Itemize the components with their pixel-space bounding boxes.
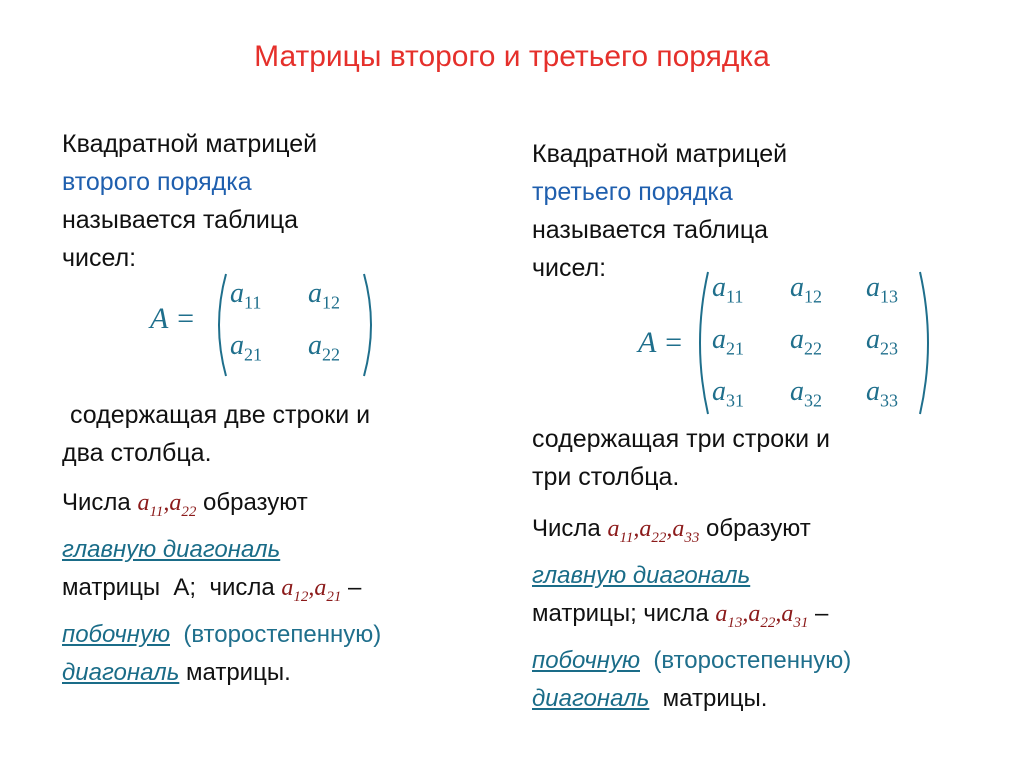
cell-a33: $a_{33}$ bbox=[866, 376, 898, 411]
left-num-line-1: Числа $a_{11},a_{22}$ образуют bbox=[62, 489, 308, 520]
left-desc-1: содержащая две строки и bbox=[70, 401, 371, 429]
side-diagonal-link[interactable]: побочную bbox=[532, 646, 640, 674]
right-numbers bbox=[532, 510, 992, 718]
right-line-4: чисел: bbox=[532, 254, 607, 282]
cell-a12: $a_{12}$ bbox=[790, 272, 822, 307]
right-paren bbox=[916, 268, 936, 418]
left-paren bbox=[692, 268, 712, 418]
matrix-label: A = bbox=[638, 326, 684, 359]
cell-a32: $a_{32}$ bbox=[790, 376, 822, 411]
cell-a11: $a_{11}$ bbox=[230, 278, 262, 313]
right-line-2: третьего порядка bbox=[532, 178, 733, 206]
right-desc-1: содержащая три строки и bbox=[532, 425, 830, 453]
left-num-line-2 bbox=[62, 531, 502, 569]
right-description bbox=[532, 420, 992, 496]
left-numbers bbox=[62, 484, 502, 692]
cell-a21: $a_{21}$ bbox=[712, 324, 744, 359]
right-line-1: Квадратной матрицей bbox=[532, 140, 788, 168]
right-line-3: называется таблица bbox=[532, 216, 769, 244]
side-diag-elems: $a_{13},a_{22},a_{31}$ bbox=[715, 600, 809, 631]
side-diagonal-link[interactable]: побочную bbox=[62, 620, 170, 648]
cell-a13: $a_{13}$ bbox=[866, 272, 898, 307]
cell-a11: $a_{11}$ bbox=[712, 272, 744, 307]
diagonal-link[interactable]: диагональ bbox=[532, 684, 650, 712]
left-paren bbox=[210, 270, 230, 380]
matrix-2x2 bbox=[150, 270, 390, 380]
diagonal-link[interactable]: диагональ bbox=[62, 658, 180, 686]
right-num-line-4: побочную (второстепенную) bbox=[532, 646, 852, 674]
right-num-line-5: диагональ матрицы. bbox=[532, 684, 768, 712]
left-description bbox=[62, 396, 502, 472]
left-num-line-3: матрицы А; числа $a_{12},a_{21}$ – bbox=[62, 573, 362, 605]
right-column bbox=[532, 135, 972, 287]
main-diag-elems: $a_{11},a_{22},a_{33}$ bbox=[607, 516, 700, 546]
left-column bbox=[62, 125, 492, 277]
matrix-3x3 bbox=[630, 268, 940, 418]
right-paren bbox=[360, 270, 380, 380]
left-num-line-4: побочную (второстепенную) bbox=[62, 620, 382, 648]
right-num-line-2 bbox=[532, 557, 992, 595]
cell-a22: $a_{22}$ bbox=[790, 324, 822, 359]
left-line-2: второго порядка bbox=[62, 168, 252, 196]
right-desc-2: три столбца. bbox=[532, 463, 680, 491]
cell-a22: $a_{22}$ bbox=[308, 330, 340, 365]
left-num-line-5: диагональ матрицы. bbox=[62, 658, 291, 686]
left-line-4: чисел: bbox=[62, 244, 137, 272]
cell-a31: $a_{31}$ bbox=[712, 376, 744, 411]
cell-a12: $a_{12}$ bbox=[308, 278, 340, 313]
main-diag-elems: $a_{11},a_{22}$ bbox=[137, 490, 197, 520]
right-num-line-3: матрицы; числа $a_{13},a_{22},a_{31}$ – bbox=[532, 599, 829, 631]
slide-title: Матрицы второго и третьего порядка bbox=[254, 40, 770, 73]
main-diagonal-link[interactable]: главную диагональ bbox=[62, 535, 281, 563]
left-desc-2: два столбца. bbox=[62, 439, 212, 467]
side-diag-elems: $a_{12},a_{21}$ bbox=[281, 574, 342, 605]
cell-a21: $a_{21}$ bbox=[230, 330, 262, 365]
left-line-1: Квадратной матрицей bbox=[62, 130, 318, 158]
right-num-line-1: Числа $a_{11},a_{22},a_{33}$ образуют bbox=[532, 515, 811, 546]
left-line-3: называется таблица bbox=[62, 206, 299, 234]
main-diagonal-link[interactable]: главную диагональ bbox=[532, 561, 751, 589]
cell-a23: $a_{23}$ bbox=[866, 324, 898, 359]
matrix-label: A = bbox=[150, 302, 196, 335]
